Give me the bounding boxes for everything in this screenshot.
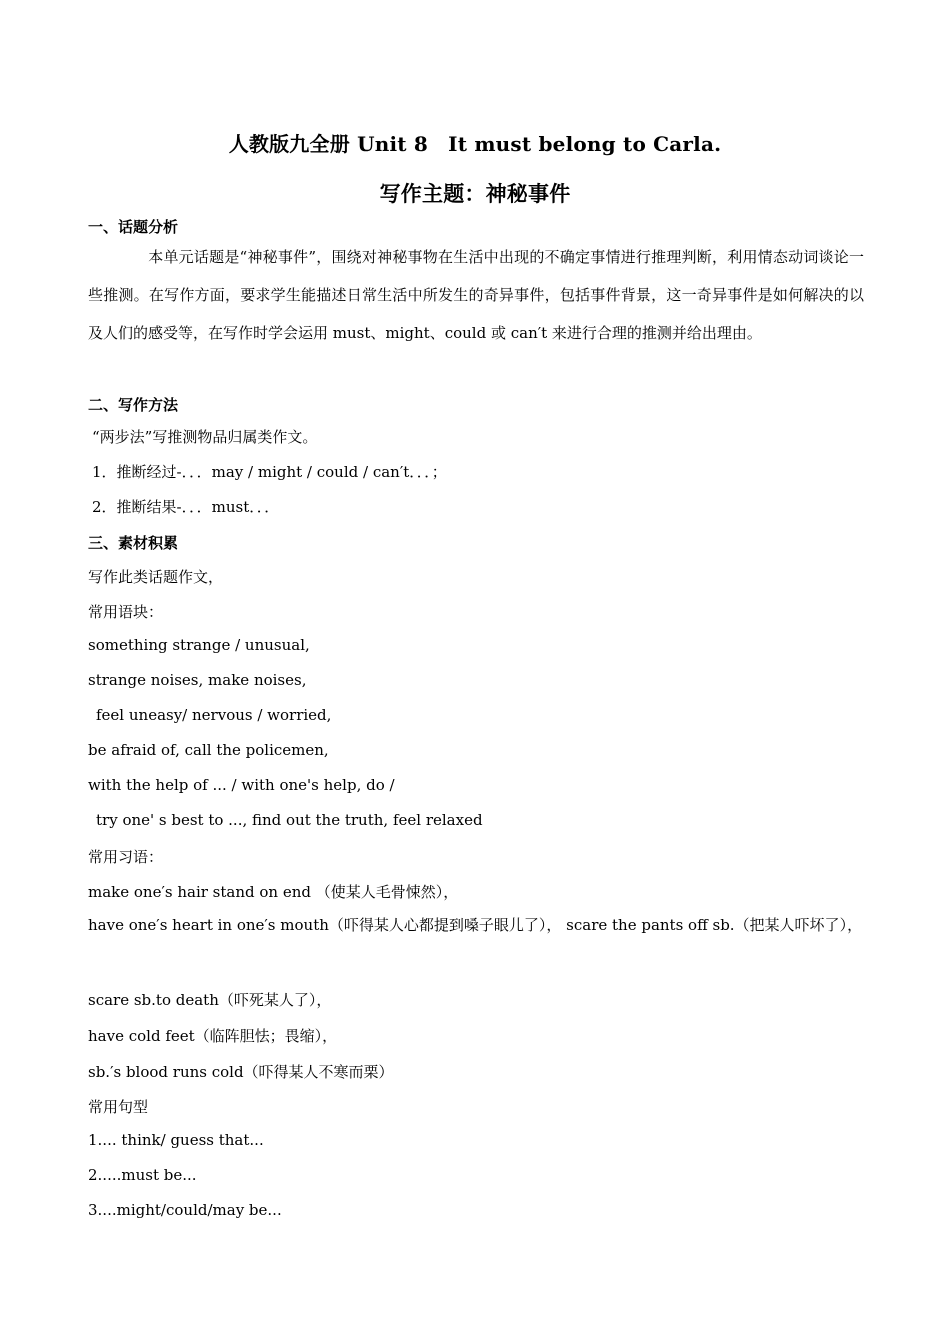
materials-intro: 写作此类话题作文， xyxy=(88,568,224,586)
chunks-label: 常用语块： xyxy=(88,603,164,621)
idiom-item: have cold feet（临阵胆怯；畏缩）， xyxy=(88,1027,338,1045)
topic-analysis-paragraph xyxy=(88,238,864,352)
chunk-item: something strange / unusual, xyxy=(88,636,310,654)
chunk-item: with the help of ... / with one's help, do / xyxy=(88,776,395,794)
chunk-item: strange noises, make noises, xyxy=(88,671,307,689)
topic-analysis-text: 本单元话题是“神秘事件”，围绕对神秘事物在生活中出现的不确定事情进行推理判断，利用情态动词谈论一些推测。在写作方面，要求学生能描述日常生活中所发生的奇异事件，包括事件背景，这一奇异事件是如何解决的以及人们的感受等，在写作时学会运用 must、might、could 或 can′t 来进行合理的推测并给出理由。 xyxy=(88,248,864,342)
pattern-item: 2.....must be... xyxy=(88,1166,197,1184)
idiom-item: scare sb.to death（吓死某人了）， xyxy=(88,991,332,1009)
patterns-label: 常用句型 xyxy=(88,1098,149,1116)
chunk-item: try one' s best to ..., find out the truth, feel relaxed xyxy=(96,811,483,829)
writing-step: 1．推断经过-．．．may / might / could / can′t．．．； xyxy=(92,463,447,481)
section-heading-writing-method: 二、写作方法 xyxy=(88,396,179,414)
chunk-item: feel uneasy/ nervous / worried, xyxy=(96,706,332,724)
section-heading-materials: 三、素材积累 xyxy=(88,534,179,552)
writing-method-intro: “两步法”写推测物品归属类作文。 xyxy=(92,428,318,446)
page-subtitle: 写作主题：神秘事件 xyxy=(379,181,571,206)
section-heading-topic-analysis: 一、话题分析 xyxy=(88,218,179,236)
idiom-item: have one′s heart in one′s mouth（吓得某人心都提到嗓子眼儿了）， scare the pants off sb.（把某人吓坏了）， xyxy=(88,916,863,934)
idiom-item: sb.′s blood runs cold（吓得某人不寒而栗） xyxy=(88,1063,394,1081)
chunk-item: be afraid of, call the policemen, xyxy=(88,741,329,759)
idioms-label: 常用习语： xyxy=(88,848,164,866)
pattern-item: 1.... think/ guess that... xyxy=(88,1131,264,1149)
writing-step: 2．推断结果-．．．must．．． xyxy=(92,498,280,516)
page-title: 人教版九全册 Unit 8 It must belong to Carla. xyxy=(228,132,722,156)
idiom-item: make one′s hair stand on end （使某人毛骨悚然）， xyxy=(88,883,459,901)
pattern-item: 3....might/could/may be... xyxy=(88,1201,282,1219)
